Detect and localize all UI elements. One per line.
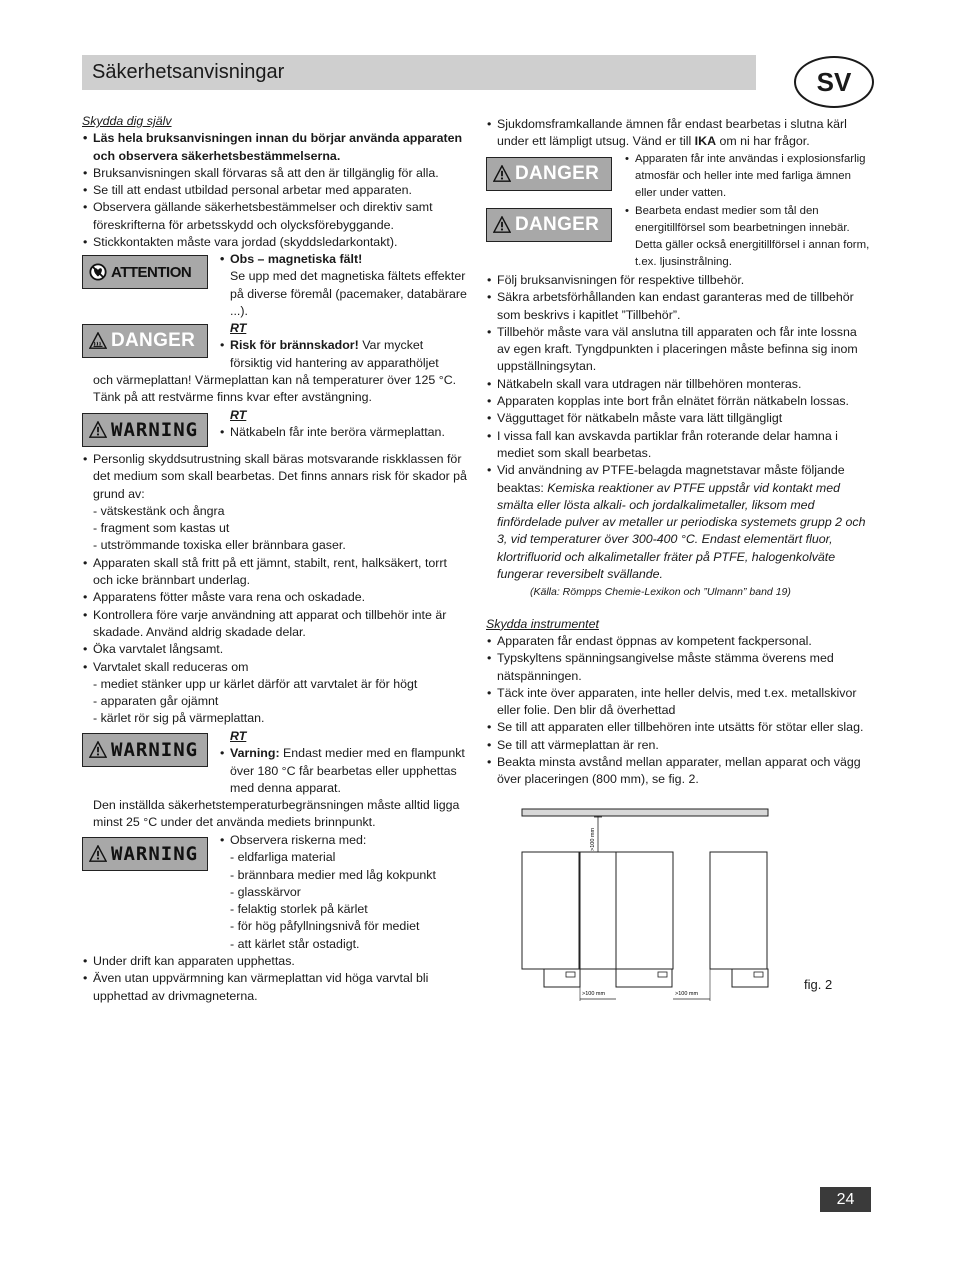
danger-note-burn xyxy=(219,320,469,372)
bullet-open-device: • Apparaten får endast öppnas av kompetent fackpersonal. xyxy=(486,633,872,650)
left-column-end xyxy=(82,953,467,1005)
hot-surface-icon xyxy=(89,332,107,350)
right-column-top: • Sjukdomsframkallande ämnen får endast bearbetas i slutna kärl under ett lämpligt utsug. Vänd er till IKA om ni har frågor. xyxy=(486,116,871,151)
reduce-reason-moving: - kärlet rör sig på värmeplattan. xyxy=(93,711,265,726)
wall-shelf xyxy=(522,809,768,816)
risk-item: - att kärlet står ostadigt. xyxy=(230,936,360,951)
warning-label-flashpoint: WARNING xyxy=(82,733,208,767)
warning-triangle-icon xyxy=(89,845,107,863)
bullet-accessory-attach: • Tillbehör måste vara väl anslutna till apparaten och får inte lossna av egen kraft. Tyngdpunkten i placeringen måste befinna sig inom uppställningsytan. xyxy=(486,324,872,376)
ptfe-intro: Vid användning av PTFE-belagda magnetstavar måste följande beaktas: xyxy=(497,463,845,495)
risk-item: - felaktig storlek på kärlet xyxy=(230,902,368,917)
explosion-text: • Apparaten får inte användas i explosionsfarlig atmosfär och heller inte med farliga ämnen eller under vatten. xyxy=(624,151,872,202)
bullet-regulations: • Observera gällande säkerhetsbestämmelser och direktiv samt föreskrifterna för arbetsskydd och olycksförebyggande. xyxy=(82,199,467,234)
device-knob xyxy=(754,972,763,977)
safety-temperature-text: Den inställda säkerhetstemperaturbegränsningen måste alltid ligga minst 25 °C under det använda mediets brinnpunkt. xyxy=(93,798,460,830)
bullet-accessory-manual: • Följ bruksanvisningen för respektive tillbehör. xyxy=(486,272,872,289)
bullet-device-heats: • Under drift kan apparaten upphettas. xyxy=(82,953,467,970)
burn-risk-continued: och värmeplattan! Värmeplattan kan nå temperaturer över 125 °C. Tänk på att restvärme finns kvar efter avstängning. xyxy=(93,373,457,405)
dim-label-top: >100 mm xyxy=(590,827,596,851)
risk-splash: - vätskestänk och ångra xyxy=(93,503,225,518)
source-note: (Källa: Römpps Chemie-Lexikon och ”Ulmann” band 19) xyxy=(530,586,791,599)
device-box xyxy=(580,852,616,969)
device-box xyxy=(616,852,673,969)
magnetic-text: Se upp med det magnetiska fältets effekter på diverse föremål (pacemaker, databärare ...). xyxy=(230,269,467,318)
device-box xyxy=(710,852,767,969)
danger-label-explosion: DANGER xyxy=(486,157,612,191)
bullet-feet: • Apparatens fötter måste vara rena och oskadade. xyxy=(82,589,467,606)
bullet-socket: • Vägguttaget för nätkabeln måste vara lätt tillgängligt xyxy=(486,410,872,427)
page-title: Säkerhetsanvisningar xyxy=(92,61,285,83)
device-knob xyxy=(566,972,575,977)
spacing-diagram xyxy=(518,805,778,1005)
risks-title: • Observera riskerna med: xyxy=(219,832,467,849)
rt-marker: RT xyxy=(230,321,247,335)
bullet-disconnect: • Apparaten kopplas inte bort från elnätet förrän nätkabeln lossas. xyxy=(486,393,872,410)
cable-text: • Nätkabeln får inte beröra värmeplattan. xyxy=(219,424,469,441)
dim-label-left: >100 mm xyxy=(582,991,606,997)
danger-note-energy xyxy=(624,203,872,271)
bullet-keep-manual: • Bruksanvisningen skall förvaras så att den är tillgänglig för alla. xyxy=(82,165,467,182)
language-badge: SV xyxy=(794,56,874,108)
warning-note-flashpoint xyxy=(219,728,467,797)
bullet-no-impact: • Se till att apparaten eller tillbehören inte utsätts för stötar eller slag. xyxy=(486,719,872,736)
warning-triangle-icon xyxy=(89,421,107,439)
bullet-trained-staff: • Se till att endast utbildad personal arbetar med apparaten. xyxy=(82,182,467,199)
warning-note-risks xyxy=(219,832,467,953)
bullet-voltage: • Typskyltens spänningsangivelse måste stämma överens med nätspänningen. xyxy=(486,650,872,685)
reduce-reason-splash: - mediet stänker upp ur kärlet därför att varvtalet är för högt xyxy=(93,676,418,691)
risk-item: - glasskärvor xyxy=(230,884,301,899)
warning-triangle-icon xyxy=(493,165,511,183)
right-column-middle xyxy=(486,272,872,789)
burn-risk-text: Var mycket försiktig vid hantering av apparathöljet xyxy=(230,338,439,370)
left-column xyxy=(82,113,467,251)
risk-item: - brännbara medier med låg kokpunkt xyxy=(230,867,436,882)
no-pacemaker-icon xyxy=(89,263,107,281)
left-column-middle xyxy=(82,451,467,728)
bullet-no-cover: • Täck inte över apparaten, inte heller delvis, med t.ex. metallskivor eller folie. Den blir då överhettad xyxy=(486,685,872,720)
reduce-reason-uneven: - apparaten går ojämnt xyxy=(93,694,219,709)
danger-note-explosion xyxy=(624,151,872,202)
risk-gases: - utströmmande toxiska eller brännbara gaser. xyxy=(93,538,346,553)
bullet-reduce-speed: • Varvtalet skall reduceras om xyxy=(82,659,467,676)
bullet-placement: • Apparaten skall stå fritt på ett jämnt, stabilt, rent, halksäkert, torrt och icke brännbart underlag. xyxy=(82,555,467,590)
flashpoint-title: Varning: xyxy=(230,746,280,761)
rt-marker: RT xyxy=(230,408,247,422)
bullet-protective-equipment: • Personlig skyddsutrustning skall bäras motsvarande riskklassen för det medium som skall bearbetas. Det finns annars risk för skador på grund av: xyxy=(82,451,467,503)
page-number: 24 xyxy=(820,1187,871,1212)
burn-risk-title: Risk för brännskador! xyxy=(230,338,359,353)
warning-label-risks: WARNING xyxy=(82,837,208,871)
bullet-increase-speed: • Öka varvtalet långsamt. xyxy=(82,641,467,658)
risk-item: - för hög påfyllningsnivå för mediet xyxy=(230,919,420,934)
warning-triangle-icon xyxy=(89,741,107,759)
energy-text: • Bearbeta endast medier som tål den energitillförsel som bearbetningen innebär. Detta gäller också energitillförsel i annan form, t.ex. ljusinstrålning. xyxy=(624,203,872,271)
device-box xyxy=(522,852,579,969)
brand-name: IKA xyxy=(694,134,717,149)
attention-label: ATTENTION xyxy=(82,255,208,289)
bullet-unplug: • Nätkabeln skall vara utdragen när tillbehören monteras. xyxy=(486,376,872,393)
danger-label-burn: DANGER xyxy=(82,324,208,358)
bullet-grounded-plug: • Stickkontakten måste vara jordad (skyddsledarkontakt). xyxy=(82,234,467,251)
danger-label-energy: DANGER xyxy=(486,208,612,242)
warning-label-cable: WARNING xyxy=(82,413,208,447)
ptfe-details: Kemiska reaktioner av PTFE uppstår vid kontakt med smälta eller lösta alkali- och jordalkalimetaller, liksom med finfördelade pulver av metaller ur periodiska systemets grupp 2 och 3, vid temperaturer över 300-400 °C. Endast elementärt fluor, klortrifluorid och alkalimetaller fräter på PTFE, halogenkolväte fungerar reversibelt svällande. xyxy=(497,480,866,582)
flashpoint-text: Endast medier med en flampunkt över 180 °C får bearbetas eller upphettas med denna apparat. xyxy=(230,746,465,795)
warning-note-cable xyxy=(219,407,469,442)
dim-label-right: >100 mm xyxy=(675,991,699,997)
device-knob xyxy=(658,972,667,977)
bullet-plate-heats: • Även utan uppvärmning kan värmeplattan vid höga varvtal bli upphettad av drivmagneterna. xyxy=(82,970,467,1005)
bullet-particles: • I vissa fall kan avskavda partiklar från roterande delar hamna i mediet som skall bearbetas. xyxy=(486,428,872,463)
bullet-read-manual: • Läs hela bruksanvisningen innan du börjar använda apparaten och observera säkerhetsbestämmelserna. xyxy=(82,130,467,165)
bullet-clean-plate: • Se till att värmeplattan är ren. xyxy=(486,737,872,754)
bullet-check-damage: • Kontrollera före varje användning att apparat och tillbehör inte är skadade. Använd aldrig skadade delar. xyxy=(82,607,467,642)
section-title-bar xyxy=(82,55,756,90)
rt-marker: RT xyxy=(230,729,247,743)
bullet-min-distance: • Beakta minsta avstånd mellan apparater, mellan apparat och vägg över placeringen (800 mm), se fig. 2. xyxy=(486,754,872,789)
subhead-protect-yourself: Skydda dig själv xyxy=(82,114,172,128)
magnetic-title: • Obs – magnetiska fält! xyxy=(219,251,469,268)
risk-item: - eldfarliga material xyxy=(230,850,336,865)
risk-fragments: - fragment som kastas ut xyxy=(93,521,230,536)
subhead-protect-instrument: Skydda instrumentet xyxy=(486,616,599,631)
figure-caption: fig. 2 xyxy=(804,977,833,992)
attention-note xyxy=(219,251,469,320)
warning-triangle-icon xyxy=(493,216,511,234)
bullet-accessory-chapter: • Säkra arbetsförhållanden kan endast garanteras med de tillbehör som beskrivs i kapitlet ”Tillbehör”. xyxy=(486,289,872,324)
